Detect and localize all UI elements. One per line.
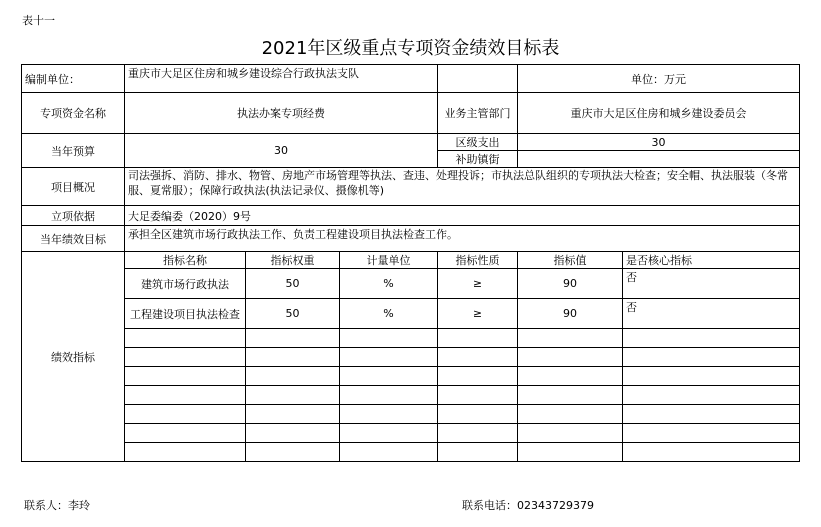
district-label: 区级支出 <box>438 134 518 151</box>
basis-text: 大足委编委（2020）9号 <box>125 206 800 226</box>
page-title: 2021年区级重点专项资金绩效目标表 <box>261 38 560 59</box>
contact-person <box>24 497 90 513</box>
budget-value: 30 <box>125 134 438 168</box>
indicator-unit <box>340 329 438 348</box>
money-unit: 单位：万元 <box>518 65 800 93</box>
dept-value: 重庆市大足区住房和城乡建设委员会 <box>518 93 800 134</box>
indicator-name <box>125 405 246 424</box>
indicator-core <box>623 329 800 348</box>
indicator-nature <box>438 329 518 348</box>
indicator-name <box>125 424 246 443</box>
indicator-unit <box>340 405 438 424</box>
phone-number: 02343729379 <box>517 499 594 512</box>
overview-text: 司法强拆、消防、排水、物管、房地产市场管理等执法、查违、处理投诉；市执法总队组织的专项执法大检查；安全帽、执法服装（冬常服、夏常服）；保障行政执法(执法记录仪、摄像机等) <box>125 168 800 206</box>
indicator-unit <box>340 424 438 443</box>
overview-label: 项目概况 <box>22 168 125 206</box>
indicator-unit: % <box>340 299 438 329</box>
indicator-value <box>518 443 623 462</box>
indicator-name: 工程建设项目执法检查 <box>125 299 246 329</box>
indicator-core: 否 <box>623 269 800 299</box>
indicator-unit <box>340 443 438 462</box>
indicator-value <box>518 329 623 348</box>
indicator-nature <box>438 348 518 367</box>
indicator-header-name: 指标名称 <box>125 252 246 269</box>
unit-value: 重庆市大足区住房和城乡建设综合行政执法支队 <box>125 65 438 93</box>
indicator-unit <box>340 367 438 386</box>
unit-label: 编制单位： <box>22 65 125 93</box>
performance-target-table <box>21 64 800 462</box>
unit-empty-cell <box>438 65 518 93</box>
goal-label: 当年绩效目标 <box>22 226 125 252</box>
indicator-nature <box>438 405 518 424</box>
indicator-weight: 50 <box>246 299 340 329</box>
indicator-header-unit: 计量单位 <box>340 252 438 269</box>
indicator-nature <box>438 367 518 386</box>
indicator-name <box>125 386 246 405</box>
basis-label: 立项依据 <box>22 206 125 226</box>
indicator-value <box>518 386 623 405</box>
indicator-value <box>518 348 623 367</box>
indicators-label: 绩效指标 <box>22 252 125 462</box>
district-value: 30 <box>518 134 800 151</box>
table-row <box>22 405 800 424</box>
indicator-value <box>518 367 623 386</box>
goal-text: 承担全区建筑市场行政执法工作、负责工程建设项目执法检查工作。 <box>125 226 800 252</box>
indicator-weight <box>246 367 340 386</box>
indicator-header-nature: 指标性质 <box>438 252 518 269</box>
contact-name: 李玲 <box>68 499 90 512</box>
table-row <box>22 329 800 348</box>
indicator-weight <box>246 405 340 424</box>
indicator-value: 90 <box>518 269 623 299</box>
table-row <box>22 367 800 386</box>
indicator-value: 90 <box>518 299 623 329</box>
phone-label: 联系电话： <box>462 499 517 512</box>
indicator-nature <box>438 386 518 405</box>
indicator-weight <box>246 329 340 348</box>
indicator-name <box>125 443 246 462</box>
indicator-name <box>125 367 246 386</box>
indicator-unit: % <box>340 269 438 299</box>
indicator-name <box>125 348 246 367</box>
dept-label: 业务主管部门 <box>438 93 518 134</box>
indicator-nature <box>438 443 518 462</box>
table-row <box>22 348 800 367</box>
indicator-nature: ≥ <box>438 299 518 329</box>
indicator-value <box>518 424 623 443</box>
fund-name-label: 专项资金名称 <box>22 93 125 134</box>
indicator-core: 否 <box>623 299 800 329</box>
table-row <box>22 386 800 405</box>
indicator-nature: ≥ <box>438 269 518 299</box>
indicator-weight <box>246 386 340 405</box>
sheet-label: 表十一 <box>22 14 55 27</box>
indicator-name <box>125 329 246 348</box>
fund-name-value: 执法办案专项经费 <box>125 93 438 134</box>
table-row <box>22 424 800 443</box>
indicator-nature <box>438 424 518 443</box>
indicator-name: 建筑市场行政执法 <box>125 269 246 299</box>
contact-phone <box>462 497 594 513</box>
table-row <box>22 443 800 462</box>
indicator-weight: 50 <box>246 269 340 299</box>
table-row <box>22 299 800 329</box>
table-row <box>22 269 800 299</box>
indicator-value <box>518 405 623 424</box>
subsidy-label: 补助镇街 <box>438 151 518 168</box>
indicator-unit <box>340 348 438 367</box>
indicator-core <box>623 348 800 367</box>
indicator-unit <box>340 386 438 405</box>
contact-label: 联系人： <box>24 499 68 512</box>
indicator-core <box>623 367 800 386</box>
budget-label: 当年预算 <box>22 134 125 168</box>
indicator-weight <box>246 424 340 443</box>
indicator-core <box>623 424 800 443</box>
indicator-core <box>623 386 800 405</box>
subsidy-value <box>518 151 800 168</box>
indicator-header-weight: 指标权重 <box>246 252 340 269</box>
indicator-core <box>623 443 800 462</box>
indicator-weight <box>246 348 340 367</box>
indicator-core <box>623 405 800 424</box>
indicator-header-value: 指标值 <box>518 252 623 269</box>
indicator-weight <box>246 443 340 462</box>
indicator-header-core: 是否核心指标 <box>623 252 800 269</box>
